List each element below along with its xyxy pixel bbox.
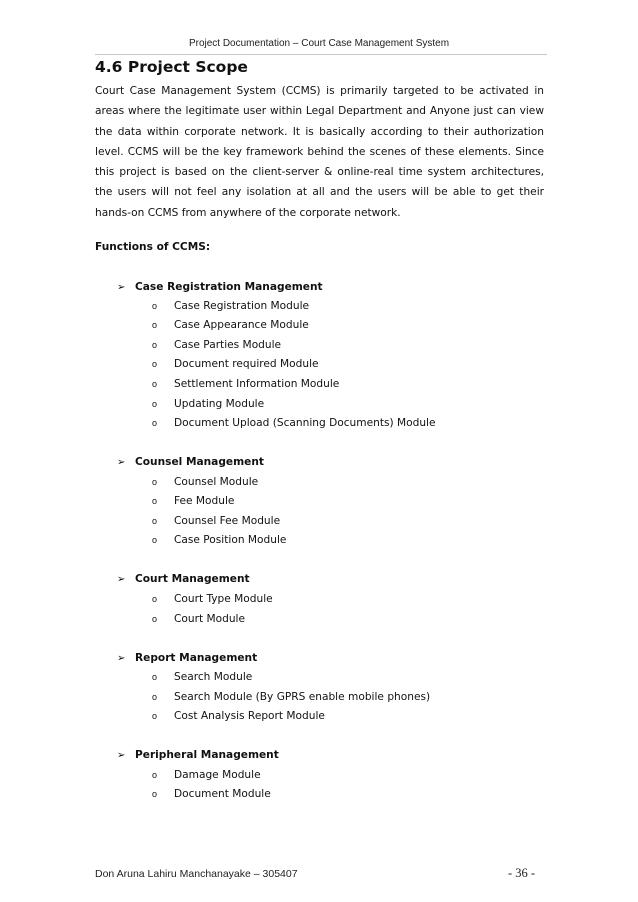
circle-bullet-icon: o xyxy=(152,496,158,506)
list-item xyxy=(152,710,325,722)
group-title-peripheral xyxy=(117,749,279,761)
list-item xyxy=(152,476,258,488)
circle-bullet-icon: o xyxy=(152,399,158,409)
list-item xyxy=(152,515,280,527)
circle-bullet-icon: o xyxy=(152,320,158,330)
item-label: Document required Module xyxy=(174,358,319,370)
group-label: Court Management xyxy=(135,573,250,585)
list-item xyxy=(152,495,234,507)
circle-bullet-icon: o xyxy=(152,770,158,780)
circle-bullet-icon: o xyxy=(152,614,158,624)
item-label: Search Module (By GPRS enable mobile phones) xyxy=(174,691,431,703)
item-label: Cost Analysis Report Module xyxy=(174,710,325,722)
list-item xyxy=(152,691,430,703)
arrow-bullet-icon: ➢ xyxy=(117,282,126,293)
item-label: Case Registration Module xyxy=(174,300,310,312)
list-item xyxy=(152,358,319,370)
circle-bullet-icon: o xyxy=(152,477,158,487)
list-item xyxy=(152,534,286,546)
list-item xyxy=(152,398,264,410)
group-title-counsel xyxy=(117,456,264,468)
item-label: Court Module xyxy=(174,613,245,625)
item-label: Damage Module xyxy=(174,769,261,781)
circle-bullet-icon: o xyxy=(152,359,158,369)
group-label: Counsel Management xyxy=(135,456,264,468)
list-item xyxy=(152,339,281,351)
circle-bullet-icon: o xyxy=(152,301,158,311)
item-label: Updating Module xyxy=(174,398,265,410)
item-label: Settlement Information Module xyxy=(174,378,340,390)
list-item xyxy=(152,613,245,625)
list-item xyxy=(152,417,436,429)
circle-bullet-icon: o xyxy=(152,672,158,682)
item-label: Court Type Module xyxy=(174,593,273,605)
circle-bullet-icon: o xyxy=(152,340,158,350)
group-title-report xyxy=(117,652,257,664)
circle-bullet-icon: o xyxy=(152,535,158,545)
scope-paragraph: Court Case Management System (CCMS) is primarily targeted to be activated in areas where the legitimate user within Legal Department and Anyone just can view the data within corporate network. It is basically according to their authorization level. CCMS will be the key framework behind the scenes of these elements. Since this project is based on the client-server & online-real time system architectures, the users will not feel any isolation at all and the users will be able to get their hands-on CCMS from anywhere of the corporate network. xyxy=(95,85,544,219)
circle-bullet-icon: o xyxy=(152,711,158,721)
arrow-bullet-icon: ➢ xyxy=(117,653,126,664)
circle-bullet-icon: o xyxy=(152,789,158,799)
footer-author: Don Aruna Lahiru Manchanayake – 305407 xyxy=(95,868,298,880)
group-title-court xyxy=(117,573,250,585)
item-label: Case Parties Module xyxy=(174,339,282,351)
circle-bullet-icon: o xyxy=(152,692,158,702)
arrow-bullet-icon: ➢ xyxy=(117,574,126,585)
list-item xyxy=(152,788,271,800)
item-label: Counsel Fee Module xyxy=(174,515,281,527)
list-item xyxy=(152,300,309,312)
item-label: Document Module xyxy=(174,788,271,800)
arrow-bullet-icon: ➢ xyxy=(117,457,126,468)
page-number: - 36 - xyxy=(508,866,536,880)
circle-bullet-icon: o xyxy=(152,379,158,389)
group-label: Report Management xyxy=(135,652,258,664)
item-label: Case Position Module xyxy=(174,534,287,546)
item-label: Search Module xyxy=(174,671,253,683)
item-label: Case Appearance Module xyxy=(174,319,309,331)
functions-heading: Functions of CCMS: xyxy=(95,241,211,253)
list-item xyxy=(152,769,261,781)
item-label: Counsel Module xyxy=(174,476,259,488)
item-label: Fee Module xyxy=(174,495,235,507)
section-title: 4.6 Project Scope xyxy=(95,58,248,76)
group-label: Case Registration Management xyxy=(135,281,323,293)
list-item xyxy=(152,319,309,331)
circle-bullet-icon: o xyxy=(152,516,158,526)
arrow-bullet-icon: ➢ xyxy=(117,750,126,761)
header-divider xyxy=(95,54,547,55)
group-title-case-registration xyxy=(117,281,323,293)
list-item xyxy=(152,593,273,605)
list-item xyxy=(152,378,339,390)
group-label: Peripheral Management xyxy=(135,749,279,761)
item-label: Document Upload (Scanning Documents) Module xyxy=(174,417,436,429)
list-item xyxy=(152,671,252,683)
circle-bullet-icon: o xyxy=(152,594,158,604)
page-header: Project Documentation – Court Case Management System xyxy=(188,38,450,49)
circle-bullet-icon: o xyxy=(152,418,158,428)
